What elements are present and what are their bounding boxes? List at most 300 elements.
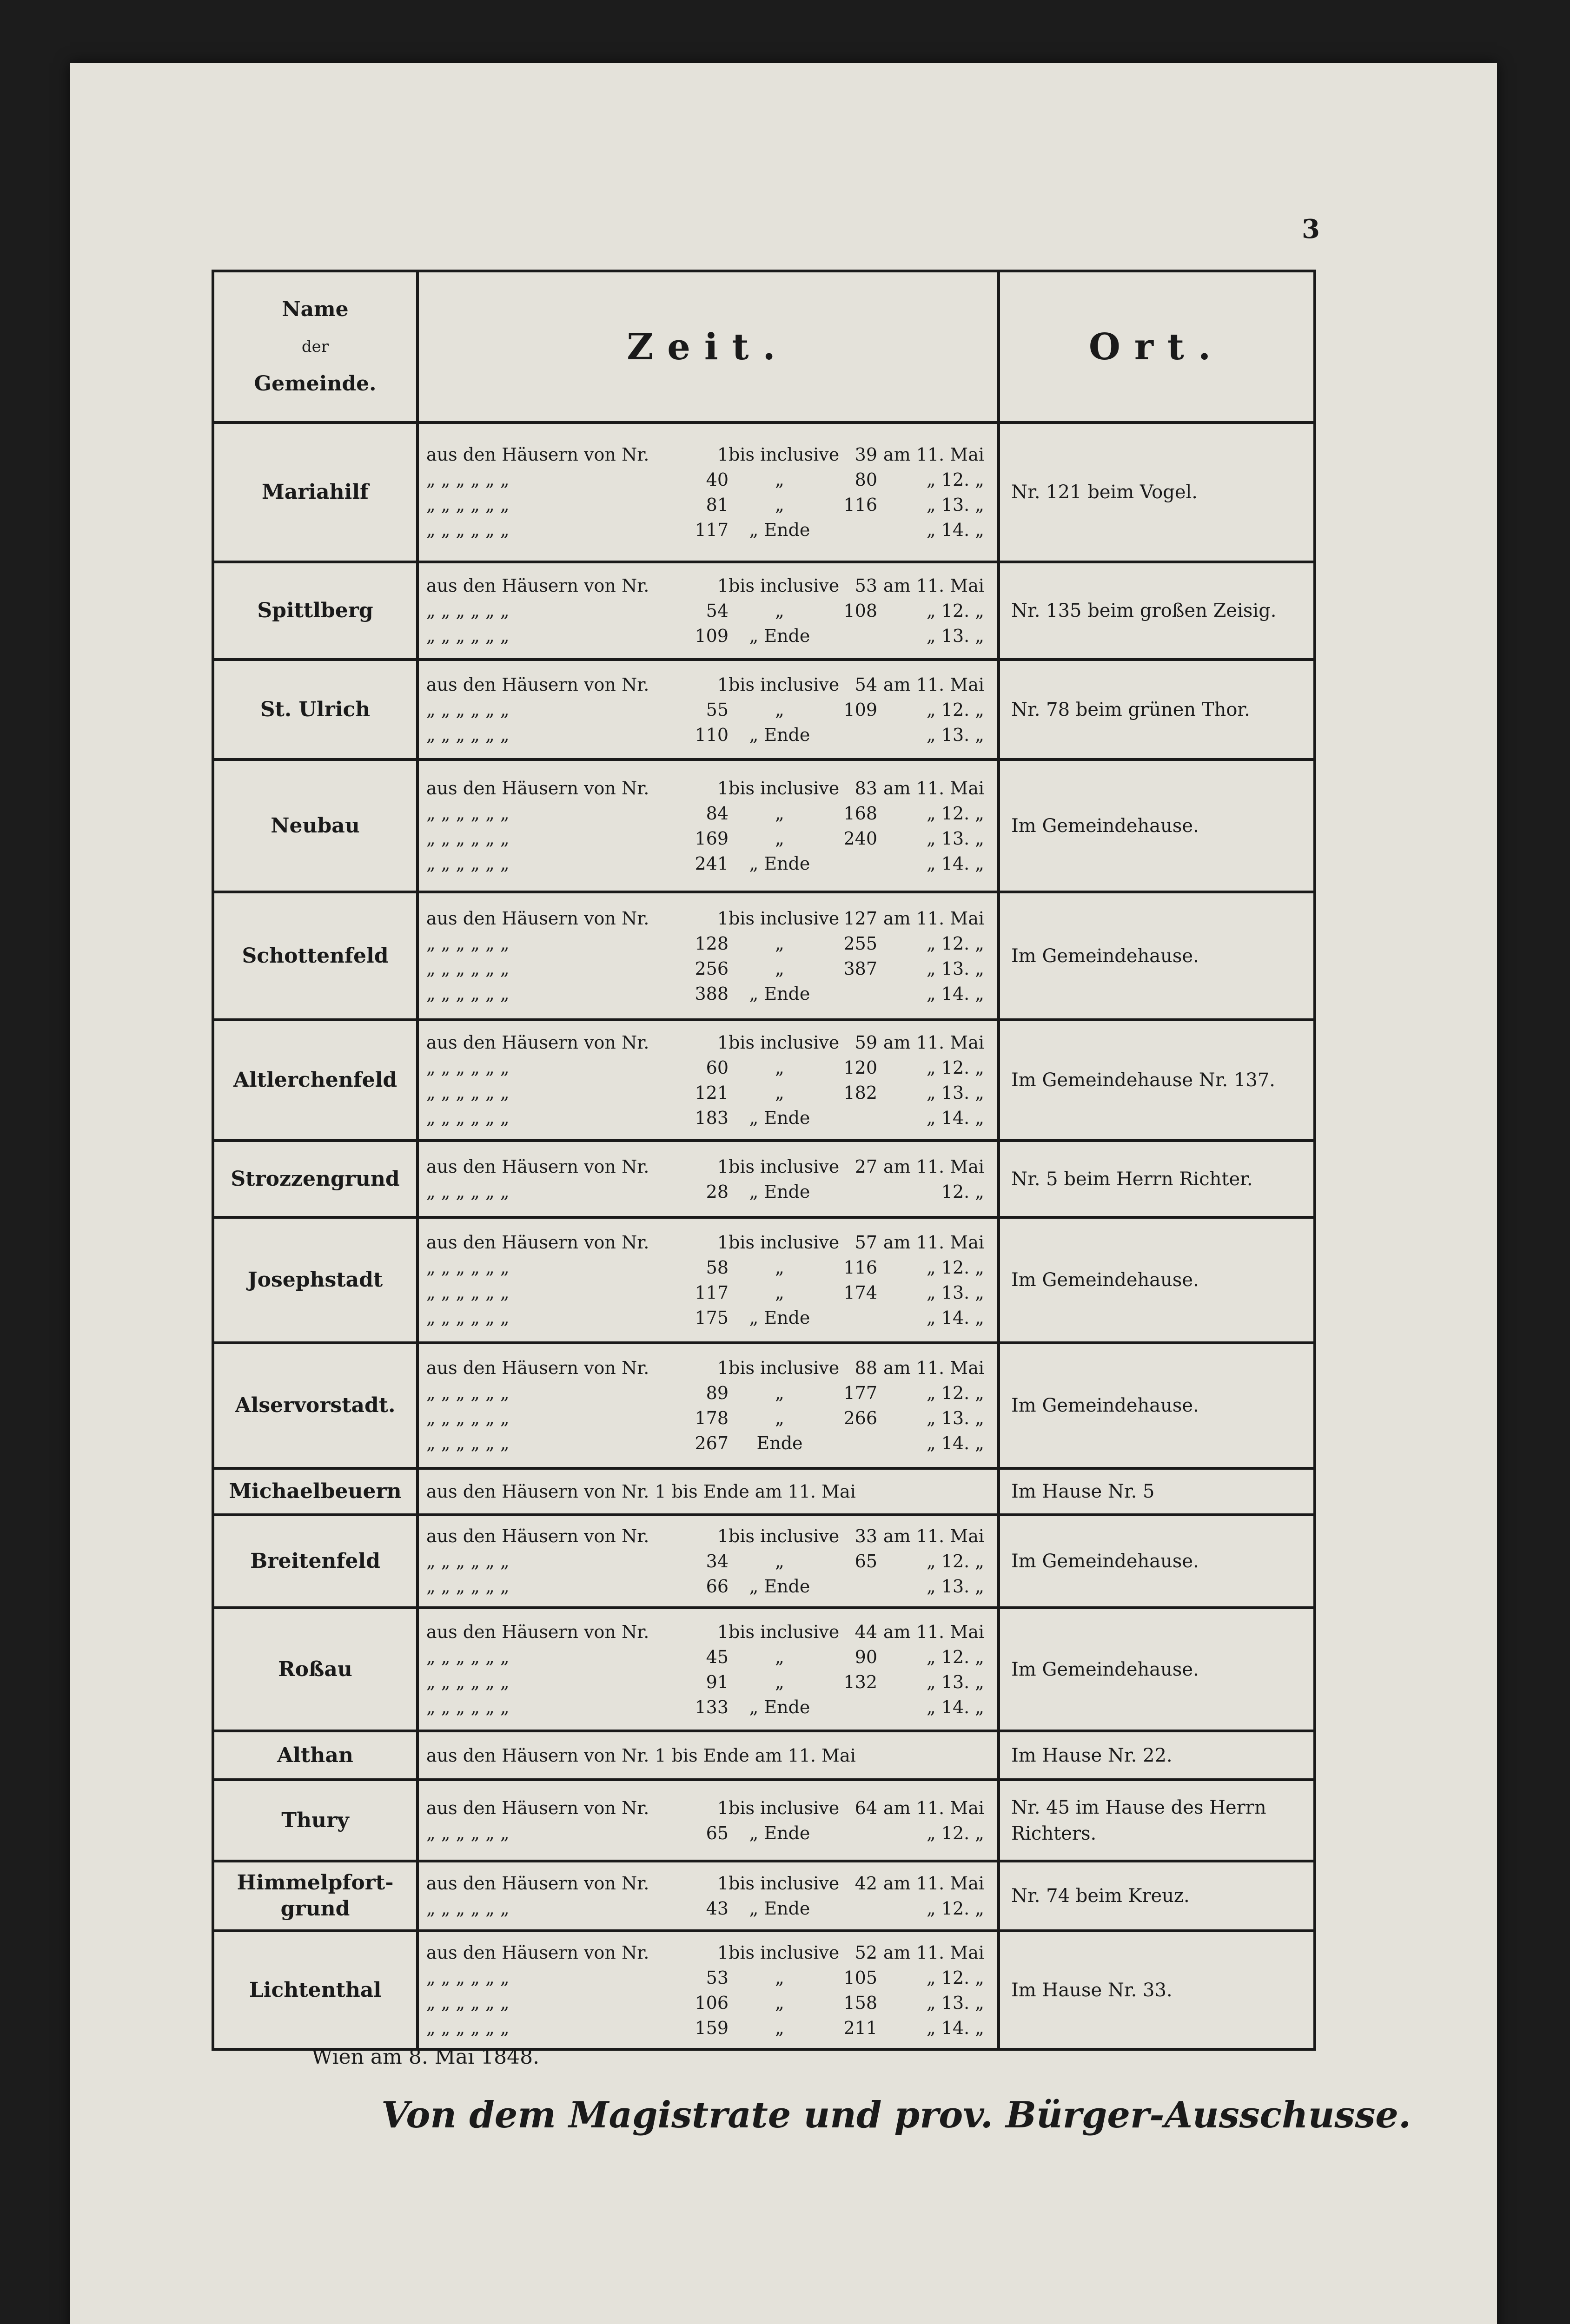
location-cell: Im Gemeindehause.	[999, 1515, 1315, 1608]
time-part: am 11. Mai	[883, 1526, 984, 1546]
time-part: „ „ „ „ „ „	[426, 1551, 510, 1571]
time-part: „	[775, 469, 784, 490]
time-part: bis inclusive	[729, 1621, 840, 1642]
time-part: „ „ „ „ „ „	[426, 1057, 510, 1078]
time-part: „	[775, 1057, 784, 1078]
time-part	[831, 981, 877, 1006]
time-cell	[417, 1141, 999, 1217]
time-part: am 11. Mai	[883, 1873, 984, 1894]
time-part: „ 14. „	[927, 2017, 984, 2038]
time-cell	[417, 1931, 999, 2049]
time-part: Ende	[756, 1433, 803, 1453]
time-part: aus den Häusern von Nr.	[426, 444, 649, 465]
time-part: „ Ende	[749, 1307, 810, 1328]
time-line	[426, 697, 990, 722]
header-name-line1: Name	[282, 297, 349, 321]
time-part: 174	[843, 1282, 877, 1303]
location-cell: Nr. 135 beim großen Zeisig.	[999, 562, 1315, 660]
time-part: „ „ „ „ „ „	[426, 1898, 510, 1919]
time-part: „ „ „ „ „ „	[426, 469, 510, 490]
time-part: 183	[695, 1108, 729, 1128]
time-part: 158	[843, 1992, 877, 2013]
header-name-line2: der	[301, 337, 329, 356]
time-cell	[417, 1861, 999, 1931]
time-line	[426, 1105, 990, 1130]
time-part: „ 14. „	[927, 1433, 984, 1453]
time-part: aus den Häusern von Nr.	[426, 1873, 649, 1894]
time-part: bis inclusive	[729, 1032, 840, 1053]
time-part: „ Ende	[749, 520, 810, 540]
time-part: 211	[843, 2017, 877, 2038]
time-part: „ „ „ „ „ „	[426, 1576, 510, 1597]
time-part: bis inclusive	[729, 1358, 840, 1378]
time-part: „ 14. „	[927, 853, 984, 874]
time-part: „ Ende	[749, 1697, 810, 1717]
time-part: 133	[695, 1697, 729, 1717]
time-part: „ Ende	[749, 1108, 810, 1128]
time-part: „ „ „ „ „ „	[426, 1108, 510, 1128]
table-row	[213, 562, 1315, 660]
time-line	[426, 1355, 990, 1380]
time-line	[426, 801, 990, 826]
location-cell: Nr. 121 beim Vogel.	[999, 423, 1315, 562]
table-row	[213, 1608, 1315, 1731]
time-part: „ „ „ „ „ „	[426, 520, 510, 540]
time-part: „ 13. „	[927, 724, 984, 745]
table-row	[213, 1731, 1315, 1780]
time-part: „	[775, 1383, 784, 1403]
time-cell	[417, 1020, 999, 1141]
municipality-name: Alservorstadt.	[213, 1343, 417, 1468]
location-cell: Im Gemeindehause.	[999, 892, 1315, 1020]
table-row	[213, 423, 1315, 562]
time-part: 89	[706, 1383, 729, 1403]
time-line	[426, 492, 990, 517]
time-part: 105	[843, 1967, 877, 1988]
time-part: „ 13. „	[927, 626, 984, 646]
time-part: bis inclusive	[729, 778, 840, 799]
time-part: aus den Häusern von Nr.	[426, 1942, 649, 1963]
time-part	[831, 851, 877, 876]
time-line	[426, 1896, 990, 1921]
time-part: 255	[843, 933, 877, 954]
time-part	[831, 1574, 877, 1599]
time-part: 168	[843, 803, 877, 824]
time-part: bis inclusive	[729, 444, 840, 465]
time-line	[426, 442, 990, 467]
time-cell	[417, 892, 999, 1020]
time-part: „	[775, 1992, 784, 2013]
time-part: bis inclusive	[729, 1942, 840, 1963]
time-part: „ 13. „	[927, 1408, 984, 1428]
time-line	[426, 1080, 990, 1105]
time-line	[426, 1255, 990, 1280]
time-part: 106	[695, 1992, 729, 2013]
time-part: 1	[717, 1526, 729, 1546]
time-part: 65	[706, 1822, 729, 1843]
time-part: aus den Häusern von Nr.	[426, 1797, 649, 1818]
time-part: aus den Häusern von Nr.	[426, 908, 649, 929]
time-part: 117	[695, 520, 729, 540]
time-cell	[417, 1731, 999, 1780]
table-header-row	[213, 271, 1315, 423]
time-part: aus den Häusern von Nr.	[426, 575, 649, 596]
time-part: „ 13. „	[927, 1282, 984, 1303]
time-part: bis inclusive	[729, 1232, 840, 1253]
time-part	[831, 1305, 877, 1330]
time-part: „ „ „ „ „ „	[426, 1646, 510, 1667]
time-part: „ 12. „	[927, 699, 984, 720]
time-part: „ 14. „	[927, 1108, 984, 1128]
time-part: am 11. Mai	[883, 1942, 984, 1963]
table-row	[213, 1931, 1315, 2049]
time-part: 266	[843, 1408, 877, 1428]
time-part: „ „ „ „ „ „	[426, 828, 510, 849]
time-cell	[417, 1515, 999, 1608]
location-cell: Nr. 5 beim Herrn Richter.	[999, 1141, 1315, 1217]
time-line: aus den Häusern von Nr. 1 bis Ende am 11. Mai	[426, 1745, 856, 1766]
time-part: 66	[706, 1576, 729, 1597]
time-part: am 11. Mai	[883, 908, 984, 929]
time-part: bis inclusive	[729, 1156, 840, 1177]
municipality-name: Neubau	[213, 759, 417, 892]
municipality-name: Altlerchenfeld	[213, 1020, 417, 1141]
time-part: 28	[706, 1181, 729, 1202]
time-part: 1	[717, 1156, 729, 1177]
location-cell: Nr. 45 im Hause des Herrn Richters.	[999, 1780, 1315, 1861]
time-part	[831, 722, 877, 747]
table-row	[213, 1468, 1315, 1515]
time-part: 12. „	[941, 1181, 984, 1202]
time-part: 169	[695, 828, 729, 849]
location-cell: Im Gemeindehause.	[999, 1343, 1315, 1468]
time-line	[426, 1871, 990, 1896]
time-part: 39	[855, 444, 877, 465]
issue-date: Wien am 8. Mai 1848.	[311, 2045, 540, 2069]
time-part: „ Ende	[749, 983, 810, 1004]
time-line: aus den Häusern von Nr. 1 bis Ende am 11. Mai	[426, 1481, 856, 1502]
time-part: 54	[855, 674, 877, 695]
time-part: „ 13. „	[927, 495, 984, 515]
time-part: 88	[855, 1358, 877, 1378]
header-name-line3: Gemeinde.	[254, 372, 377, 396]
time-line	[426, 1990, 990, 2015]
municipality-name: Michaelbeuern	[213, 1468, 417, 1515]
header-zeit: Zeit.	[417, 271, 999, 423]
time-cell	[417, 1608, 999, 1731]
time-line	[426, 931, 990, 956]
time-part: 81	[706, 495, 729, 515]
time-part: 64	[855, 1797, 877, 1818]
time-part: „	[775, 1551, 784, 1571]
time-part: „ „ „ „ „ „	[426, 933, 510, 954]
time-line	[426, 517, 990, 542]
time-part: bis inclusive	[729, 674, 840, 695]
time-part: „ Ende	[749, 1181, 810, 1202]
time-part: 52	[855, 1942, 877, 1963]
time-cell	[417, 1343, 999, 1468]
time-part: „	[775, 2017, 784, 2038]
time-part: „	[775, 699, 784, 720]
time-part: am 11. Mai	[883, 1358, 984, 1378]
time-part: 132	[843, 1671, 877, 1692]
table-row	[213, 1343, 1315, 1468]
time-part: 387	[843, 958, 877, 979]
time-part: aus den Häusern von Nr.	[426, 1232, 649, 1253]
time-part: aus den Häusern von Nr.	[426, 1358, 649, 1378]
time-part: 1	[717, 778, 729, 799]
time-part: 1	[717, 1942, 729, 1963]
time-part: 84	[706, 803, 729, 824]
time-part: 256	[695, 958, 729, 979]
time-part: 60	[706, 1057, 729, 1078]
time-part: „ Ende	[749, 1576, 810, 1597]
time-part: „ 13. „	[927, 828, 984, 849]
time-part: bis inclusive	[729, 1797, 840, 1818]
time-line	[426, 1280, 990, 1305]
time-part: „ „ „ „ „ „	[426, 1967, 510, 1988]
time-part: „ „ „ „ „ „	[426, 983, 510, 1004]
time-part: 83	[855, 778, 877, 799]
time-part: am 11. Mai	[883, 444, 984, 465]
time-part: „ 14. „	[927, 983, 984, 1004]
location-cell: Im Gemeindehause.	[999, 1217, 1315, 1343]
time-part: 1	[717, 1621, 729, 1642]
time-line	[426, 906, 990, 931]
time-part: am 11. Mai	[883, 575, 984, 596]
table-row	[213, 1780, 1315, 1861]
time-part: „ „ „ „ „ „	[426, 1282, 510, 1303]
time-part: 1	[717, 1797, 729, 1818]
time-part: 44	[855, 1621, 877, 1642]
time-part: 109	[695, 626, 729, 646]
time-part: bis inclusive	[729, 1526, 840, 1546]
time-part: 267	[695, 1433, 729, 1453]
time-part: „ 13. „	[927, 1671, 984, 1692]
time-part: 1	[717, 908, 729, 929]
time-part	[831, 517, 877, 542]
time-part: 34	[706, 1551, 729, 1571]
municipality-name: Schottenfeld	[213, 892, 417, 1020]
time-part: 53	[855, 575, 877, 596]
time-part: „ „ „ „ „ „	[426, 2017, 510, 2038]
time-part: „	[775, 601, 784, 621]
time-part: am 11. Mai	[883, 1156, 984, 1177]
time-part: „ „ „ „ „ „	[426, 853, 510, 874]
municipality-name: Lichtenthal	[213, 1931, 417, 2049]
time-part: „ 12. „	[927, 1551, 984, 1571]
time-part: „ „ „ „ „ „	[426, 1181, 510, 1202]
time-part: „ „ „ „ „ „	[426, 699, 510, 720]
time-cell	[417, 1217, 999, 1343]
time-line	[426, 1380, 990, 1406]
time-line	[426, 467, 990, 492]
time-part: bis inclusive	[729, 908, 840, 929]
time-part: „ „ „ „ „ „	[426, 1433, 510, 1453]
time-part: „ „ „ „ „ „	[426, 724, 510, 745]
time-part: „ Ende	[749, 1898, 810, 1919]
schedule-table	[212, 270, 1316, 2051]
time-part: „ „ „ „ „ „	[426, 495, 510, 515]
time-part: 1	[717, 1358, 729, 1378]
time-part: „ 14. „	[927, 520, 984, 540]
time-part: 127	[843, 908, 877, 929]
time-part: „	[775, 803, 784, 824]
time-part: „ 12. „	[927, 1383, 984, 1403]
time-part: „	[775, 1967, 784, 1988]
time-part: 1	[717, 575, 729, 596]
time-part: „	[775, 495, 784, 515]
location-cell: Im Hause Nr. 33.	[999, 1931, 1315, 2049]
location-cell: Im Gemeindehause.	[999, 1608, 1315, 1731]
time-part: am 11. Mai	[883, 674, 984, 695]
time-part: 116	[843, 495, 877, 515]
municipality-name: Breitenfeld	[213, 1515, 417, 1608]
time-cell	[417, 423, 999, 562]
time-part: 108	[843, 601, 877, 621]
time-part: „ „ „ „ „ „	[426, 1697, 510, 1717]
time-part: 388	[695, 983, 729, 1004]
municipality-name: Josephstadt	[213, 1217, 417, 1343]
time-line	[426, 1940, 990, 1965]
time-line	[426, 1305, 990, 1330]
time-part: 1	[717, 444, 729, 465]
time-part: 109	[843, 699, 877, 720]
page-number: 3	[1302, 214, 1320, 244]
time-line	[426, 826, 990, 851]
time-part: am 11. Mai	[883, 1621, 984, 1642]
municipality-name: Himmelpfort-grund	[213, 1861, 417, 1931]
time-line	[426, 1406, 990, 1431]
time-line	[426, 2015, 990, 2040]
time-part	[831, 623, 877, 648]
time-part: „ „ „ „ „ „	[426, 958, 510, 979]
time-part: 178	[695, 1408, 729, 1428]
time-part: aus den Häusern von Nr.	[426, 1526, 649, 1546]
time-part: 40	[706, 469, 729, 490]
signature-line: Von dem Magistrate und prov. Bürger-Ausschusse.	[381, 2094, 1411, 2136]
time-part: „	[775, 933, 784, 954]
location-cell: Im Hause Nr. 22.	[999, 1731, 1315, 1780]
time-part: aus den Häusern von Nr.	[426, 674, 649, 695]
time-part: 182	[843, 1083, 877, 1103]
time-part: 128	[695, 933, 729, 954]
municipality-name: St. Ulrich	[213, 660, 417, 759]
time-part	[831, 1695, 877, 1720]
time-line	[426, 1524, 990, 1549]
time-part: am 11. Mai	[883, 1797, 984, 1818]
location-cell: Nr. 74 beim Kreuz.	[999, 1861, 1315, 1931]
time-part: 177	[843, 1383, 877, 1403]
time-part: „	[775, 1282, 784, 1303]
time-part: „ 14. „	[927, 1307, 984, 1328]
time-line	[426, 1821, 990, 1846]
time-line	[426, 1549, 990, 1574]
time-part: „ 12. „	[927, 933, 984, 954]
time-line	[426, 1431, 990, 1456]
time-part: „	[775, 1083, 784, 1103]
time-part: 241	[695, 853, 729, 874]
time-part: „ „ „ „ „ „	[426, 1383, 510, 1403]
time-part: 53	[706, 1967, 729, 1988]
time-part: „ „ „ „ „ „	[426, 1822, 510, 1843]
time-cell	[417, 1468, 999, 1515]
time-part: „ 12. „	[927, 1057, 984, 1078]
time-part: aus den Häusern von Nr.	[426, 1032, 649, 1053]
time-part: „	[775, 1257, 784, 1278]
time-part: 27	[855, 1156, 877, 1177]
time-line	[426, 722, 990, 747]
time-part: 45	[706, 1646, 729, 1667]
time-part: „ 13. „	[927, 1083, 984, 1103]
time-part: am 11. Mai	[883, 1232, 984, 1253]
table-row	[213, 1515, 1315, 1608]
time-part: „	[775, 828, 784, 849]
location-cell: Im Gemeindehause.	[999, 759, 1315, 892]
time-line	[426, 981, 990, 1006]
time-line	[426, 1154, 990, 1179]
time-part: 80	[855, 469, 877, 490]
time-part: „	[775, 1408, 784, 1428]
time-line	[426, 776, 990, 801]
time-part: 58	[706, 1257, 729, 1278]
time-line	[426, 1030, 990, 1055]
time-part: 1	[717, 1232, 729, 1253]
municipality-name: Althan	[213, 1731, 417, 1780]
time-part: „ 12. „	[927, 601, 984, 621]
header-ort: Ort.	[999, 271, 1315, 423]
time-line	[426, 1965, 990, 1990]
time-part: am 11. Mai	[883, 778, 984, 799]
time-part: „ 13. „	[927, 1992, 984, 2013]
time-part: 42	[855, 1873, 877, 1894]
time-part	[831, 1431, 877, 1456]
time-part: 59	[855, 1032, 877, 1053]
time-part: „ 12. „	[927, 1257, 984, 1278]
time-line	[426, 1796, 990, 1821]
table-row	[213, 892, 1315, 1020]
time-part: „ 12. „	[927, 469, 984, 490]
time-part: „	[775, 1671, 784, 1692]
time-part: 175	[695, 1307, 729, 1328]
location-cell: Nr. 78 beim grünen Thor.	[999, 660, 1315, 759]
table-row	[213, 660, 1315, 759]
time-part: bis inclusive	[729, 575, 840, 596]
time-part: „ „ „ „ „ „	[426, 626, 510, 646]
time-line	[426, 1695, 990, 1720]
time-part: „ „ „ „ „ „	[426, 1992, 510, 2013]
time-part: „ 12. „	[927, 1822, 984, 1843]
time-part: 54	[706, 601, 729, 621]
time-part: 120	[843, 1057, 877, 1078]
time-part: „ „ „ „ „ „	[426, 1408, 510, 1428]
time-line	[426, 672, 990, 697]
time-part: 116	[843, 1257, 877, 1278]
time-part: aus den Häusern von Nr.	[426, 778, 649, 799]
time-cell	[417, 759, 999, 892]
time-line	[426, 1179, 990, 1204]
table-row	[213, 1020, 1315, 1141]
time-line	[426, 573, 990, 598]
time-part: 121	[695, 1083, 729, 1103]
time-part: 1	[717, 1032, 729, 1053]
time-part	[831, 1105, 877, 1130]
table-row	[213, 1217, 1315, 1343]
header-name-cell	[213, 271, 417, 423]
time-line	[426, 1230, 990, 1255]
time-part	[831, 1896, 877, 1921]
time-part: aus den Häusern von Nr.	[426, 1621, 649, 1642]
